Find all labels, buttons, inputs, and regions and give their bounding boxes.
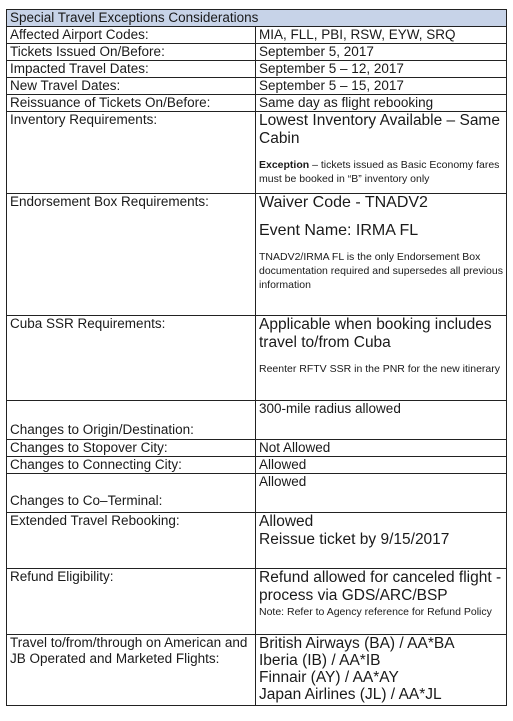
event-name: Event Name: IRMA FL [259,222,419,239]
row-label: New Travel Dates: [7,78,256,95]
table-row [7,513,507,569]
extended-value-cell [256,513,507,569]
table-row [7,61,507,78]
row-label: Impacted Travel Dates: [7,61,256,78]
cuba-label: Cuba SSR Requirements: [7,316,256,401]
inventory-note [259,158,503,186]
row-value: September 5 – 15, 2017 [256,78,507,95]
stopover-value: Not Allowed [256,440,507,457]
partners-label: Travel to/from/through on American and JB Operated and Marketed Flights: [7,635,256,706]
extended-value-1: Allowed [259,513,314,530]
table-row [7,401,507,440]
connecting-value: Allowed [256,457,507,474]
endorsement-row [7,194,507,316]
table-row [7,95,507,112]
partners-value-cell [256,635,507,706]
inventory-value: Lowest Inventory Available – Same Cabin [259,112,500,147]
table-row [7,44,507,61]
exceptions-table [6,9,507,706]
cuba-value-cell [256,316,507,401]
coterminal-label: Changes to Co–Terminal: [7,474,256,513]
title-row [7,10,507,27]
table-title: Special Travel Exceptions Considerations [7,10,507,27]
inventory-note-text: – tickets issued as Basic Economy fares must be booked in “B” inventory only [259,159,500,185]
refund-note: Note: Refer to Agency reference for Refund Policy [259,606,492,618]
endorsement-value-cell [256,194,507,316]
inventory-note-bold: Exception [259,159,310,171]
inventory-label: Inventory Requirements: [7,112,256,194]
partner-line: British Airways (BA) / AA*BA [259,635,455,652]
table-row [7,78,507,95]
row-value: September 5, 2017 [256,44,507,61]
partner-line: Japan Airlines (JL) / AA*JL [259,686,442,703]
inventory-row [7,112,507,194]
partner-line: Finnair (AY) / AA*AY [259,669,399,686]
inventory-value-cell [256,112,507,194]
cuba-note: Reenter RFTV SSR in the PNR for the new itinerary [259,363,501,375]
extended-label: Extended Travel Rebooking: [7,513,256,569]
origin-label: Changes to Origin/Destination: [7,401,256,440]
table-row [7,457,507,474]
extended-value-2: Reissue ticket by 9/15/2017 [259,531,450,548]
refund-value: Refund allowed for canceled flight - process via GDS/ARC/BSP [259,569,502,604]
row-label: Tickets Issued On/Before: [7,44,256,61]
refund-value-cell [256,569,507,635]
partners-row [7,635,507,706]
table-row [7,27,507,44]
stopover-label: Changes to Stopover City: [7,440,256,457]
waiver-code: Waiver Code - TNADV2 [259,194,428,211]
connecting-label: Changes to Connecting City: [7,457,256,474]
table-row [7,440,507,457]
endorsement-label: Endorsement Box Requirements: [7,194,256,316]
cuba-row [7,316,507,401]
row-label: Affected Airport Codes: [7,27,256,44]
refund-label: Refund Eligibility: [7,569,256,635]
cuba-value: Applicable when booking includes travel to/from Cuba [259,316,492,351]
partner-line: Iberia (IB) / AA*IB [259,652,381,669]
refund-row [7,569,507,635]
endorsement-note: TNADV2/IRMA FL is the only Endorsement Box documentation required and supersedes all previous information [259,251,503,291]
row-label: Reissuance of Tickets On/Before: [7,95,256,112]
row-value: Same day as flight rebooking [256,95,507,112]
table-row [7,474,507,513]
row-value: September 5 – 12, 2017 [256,61,507,78]
origin-value: 300-mile radius allowed [256,401,507,440]
row-value: MIA, FLL, PBI, RSW, EYW, SRQ [256,27,507,44]
coterminal-value: Allowed [256,474,507,513]
